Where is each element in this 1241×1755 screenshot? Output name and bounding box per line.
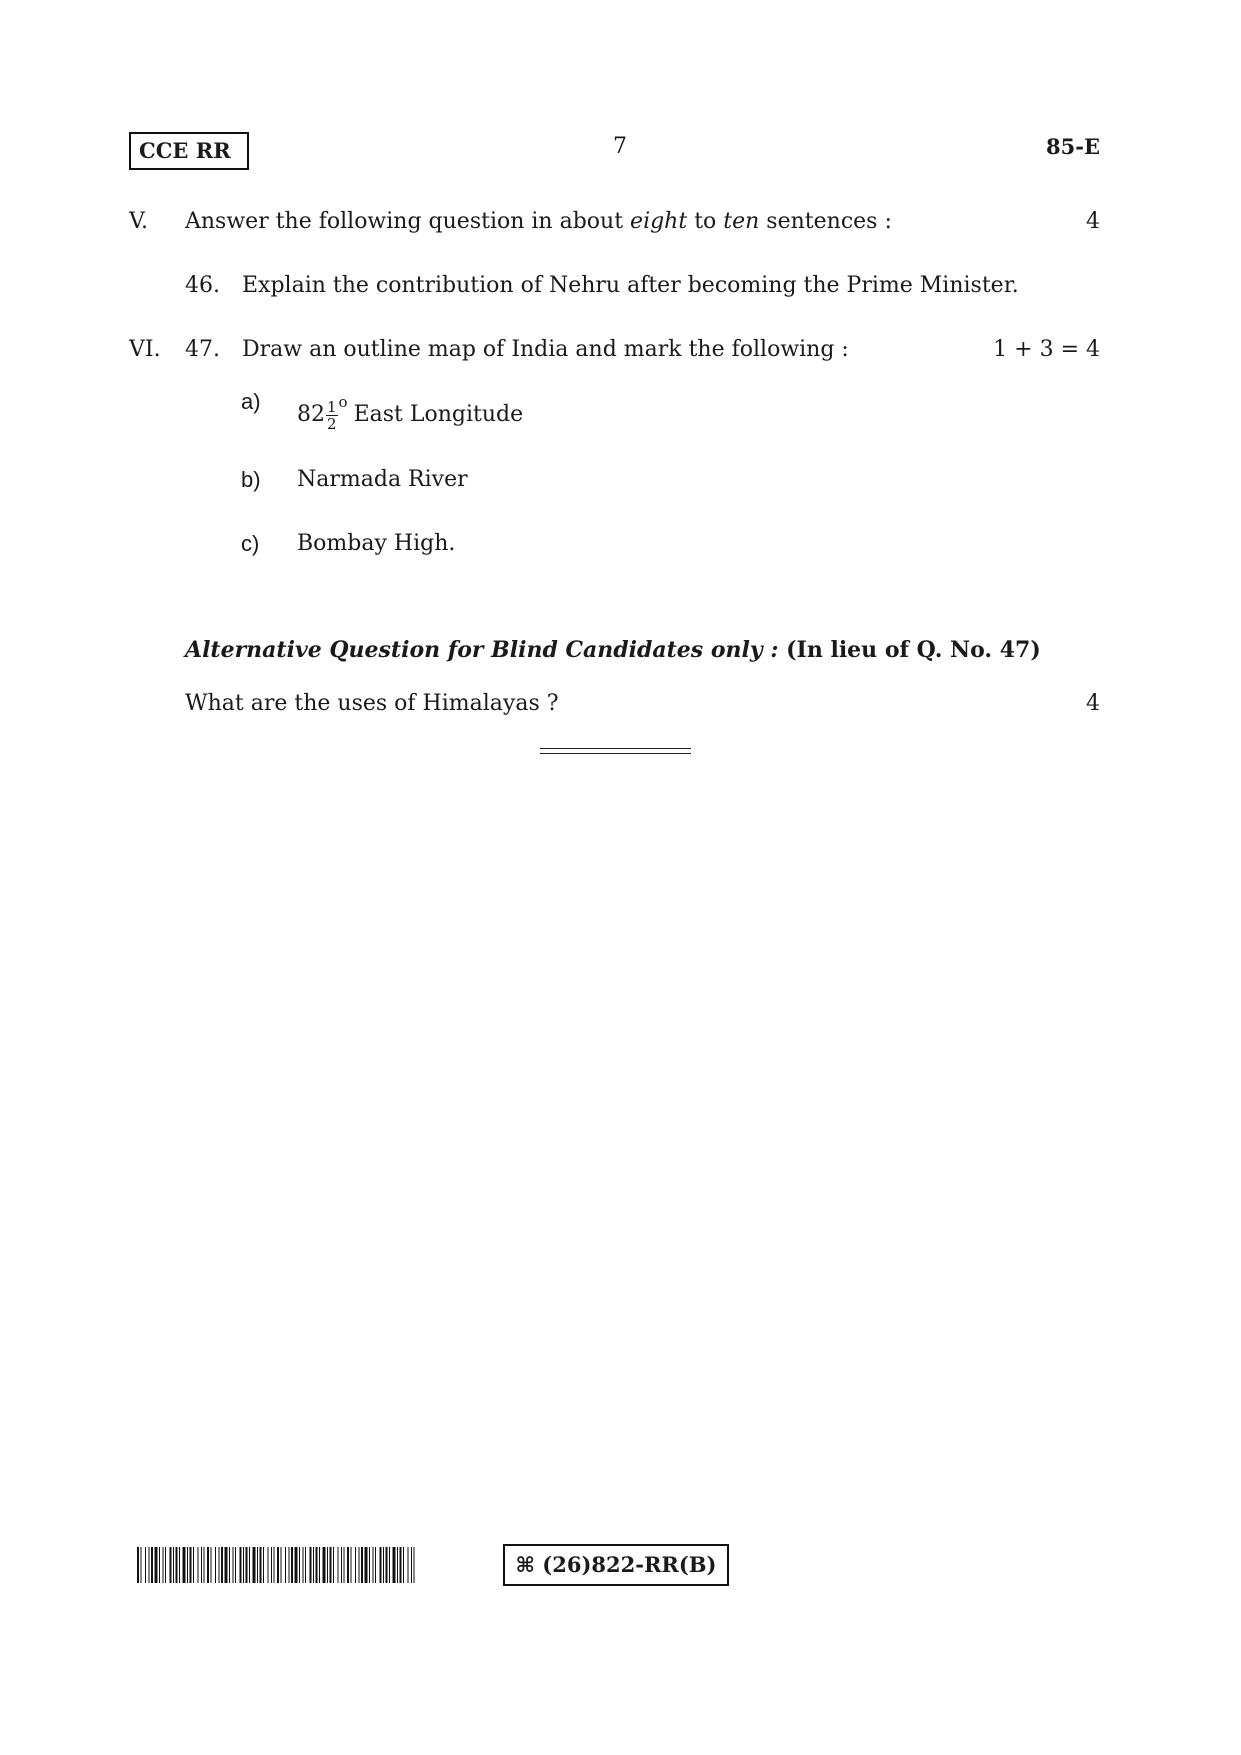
barcode-bar bbox=[291, 1547, 293, 1583]
barcode-bar bbox=[268, 1547, 269, 1583]
barcode-bar bbox=[281, 1547, 282, 1583]
instruction-ten: ten bbox=[723, 209, 760, 234]
question-46-text: Explain the contribution of Nehru after becoming the Prime Minister. bbox=[242, 273, 1019, 298]
question-47-number: 47. bbox=[185, 337, 220, 362]
barcode-bar bbox=[351, 1547, 352, 1583]
barcode-bar bbox=[235, 1547, 236, 1583]
barcode-bar bbox=[170, 1547, 172, 1583]
barcode-bar bbox=[274, 1547, 275, 1583]
barcode-bar bbox=[359, 1547, 360, 1583]
alternative-marks: 4 bbox=[1086, 691, 1100, 716]
section-vi-numeral: VI. bbox=[129, 337, 161, 362]
instruction-pre: Answer the following question in about bbox=[185, 209, 631, 234]
barcode-bar bbox=[373, 1547, 374, 1583]
item-a-description: East Longitude bbox=[353, 402, 524, 427]
series-code-box bbox=[129, 132, 249, 170]
barcode-bar bbox=[204, 1547, 205, 1583]
question-46-number: 46. bbox=[185, 273, 220, 298]
barcode-bar bbox=[338, 1547, 339, 1583]
barcode-bar bbox=[277, 1547, 279, 1583]
barcode-bar bbox=[411, 1547, 412, 1583]
barcode-bar bbox=[233, 1547, 234, 1583]
barcode-bar bbox=[347, 1547, 349, 1583]
barcode-bar bbox=[141, 1547, 142, 1583]
end-of-paper-rule bbox=[540, 748, 691, 754]
item-a-label: a) bbox=[241, 389, 261, 414]
section-vi-marks: 1 + 3 = 4 bbox=[993, 337, 1100, 362]
barcode-bar bbox=[414, 1547, 415, 1583]
barcode-bar bbox=[271, 1547, 272, 1583]
barcode-bar bbox=[163, 1547, 164, 1583]
barcode-bar bbox=[225, 1547, 228, 1583]
barcode-bar bbox=[165, 1547, 166, 1583]
barcode-bar bbox=[240, 1547, 242, 1583]
barcode-bar bbox=[187, 1547, 188, 1583]
barcode-bar bbox=[263, 1547, 264, 1583]
item-b-label: b) bbox=[241, 467, 261, 492]
question-47-text: Draw an outline map of India and mark the following : bbox=[242, 337, 849, 362]
section-v-marks: 4 bbox=[1086, 209, 1100, 234]
barcode-bar bbox=[260, 1547, 262, 1583]
item-c-text: Bombay High. bbox=[297, 531, 456, 556]
barcode-bar bbox=[319, 1547, 320, 1583]
barcode-bar bbox=[305, 1547, 306, 1583]
barcode-bar bbox=[219, 1547, 220, 1583]
barcode-bar bbox=[155, 1547, 158, 1583]
barcode-bar bbox=[327, 1547, 328, 1583]
instruction-mid: to bbox=[687, 209, 724, 234]
fraction-numerator: 1 bbox=[327, 397, 337, 416]
barcode-bar bbox=[361, 1547, 363, 1583]
barcode-bar bbox=[243, 1547, 244, 1583]
alternative-heading bbox=[185, 636, 1041, 664]
barcode-bar bbox=[176, 1547, 178, 1583]
barcode-bar bbox=[369, 1547, 370, 1583]
barcode-bar bbox=[211, 1547, 212, 1583]
degree-sign: o bbox=[338, 393, 348, 411]
barcode-bar bbox=[313, 1547, 314, 1583]
barcode-bar bbox=[303, 1547, 304, 1583]
barcode-image bbox=[137, 1547, 417, 1583]
barcode-bar bbox=[393, 1547, 396, 1583]
barcode-bar bbox=[190, 1547, 192, 1583]
instruction-eight: eight bbox=[630, 209, 688, 234]
item-c-label: c) bbox=[241, 531, 260, 556]
barcode-bar bbox=[193, 1547, 194, 1583]
barcode-bar bbox=[149, 1547, 150, 1583]
command-icon: ⌘ bbox=[515, 1552, 535, 1577]
barcode-bar bbox=[330, 1547, 332, 1583]
barcode-bar bbox=[295, 1547, 298, 1583]
barcode-bar bbox=[221, 1547, 223, 1583]
barcode-bar bbox=[403, 1547, 404, 1583]
barcode-bar bbox=[285, 1547, 286, 1583]
barcode-bar bbox=[249, 1547, 250, 1583]
barcode-bar bbox=[341, 1547, 342, 1583]
barcode-bar bbox=[215, 1547, 216, 1583]
barcode-bar bbox=[257, 1547, 258, 1583]
barcode-bar bbox=[333, 1547, 334, 1583]
barcode-bar bbox=[316, 1547, 318, 1583]
serial-code-box bbox=[503, 1544, 729, 1586]
alternative-question-text: What are the uses of Himalayas ? bbox=[185, 691, 559, 716]
barcode-bar bbox=[383, 1547, 384, 1583]
barcode-bar bbox=[386, 1547, 388, 1583]
series-code: CCE RR bbox=[139, 138, 231, 163]
barcode-bar bbox=[151, 1547, 153, 1583]
paper-code: 85-E bbox=[1046, 134, 1100, 159]
item-a-text bbox=[297, 380, 523, 437]
barcode-bar bbox=[375, 1547, 376, 1583]
page-number: 7 bbox=[613, 134, 627, 159]
alternative-heading-italic: Alternative Question for Blind Candidates only : bbox=[185, 637, 779, 663]
barcode-bar bbox=[380, 1547, 382, 1583]
instruction-post: sentences : bbox=[759, 209, 892, 234]
barcode-bar bbox=[323, 1547, 326, 1583]
section-v-numeral: V. bbox=[129, 209, 149, 234]
section-v-instruction bbox=[185, 208, 892, 236]
barcode-bar bbox=[355, 1547, 356, 1583]
barcode-bar bbox=[400, 1547, 402, 1583]
barcode-bar bbox=[207, 1547, 209, 1583]
barcode-bar bbox=[179, 1547, 180, 1583]
barcode-bar bbox=[229, 1547, 230, 1583]
half-fraction bbox=[326, 399, 338, 432]
item-b-text: Narmada River bbox=[297, 467, 468, 492]
barcode-bar bbox=[310, 1547, 312, 1583]
item-a-prefix: 82 bbox=[297, 402, 325, 427]
barcode-bar bbox=[173, 1547, 174, 1583]
barcode-bar bbox=[299, 1547, 300, 1583]
alternative-heading-tail: (In lieu of Q. No. 47) bbox=[778, 637, 1041, 663]
barcode-bar bbox=[389, 1547, 390, 1583]
barcode-bar bbox=[183, 1547, 186, 1583]
barcode-bar bbox=[408, 1547, 409, 1583]
barcode-bar bbox=[246, 1547, 248, 1583]
barcode-bar bbox=[365, 1547, 368, 1583]
serial-code: (26)822-RR(B) bbox=[542, 1552, 717, 1577]
barcode-bar bbox=[201, 1547, 202, 1583]
barcode-bar bbox=[253, 1547, 256, 1583]
barcode-bar bbox=[344, 1547, 345, 1583]
barcode-bar bbox=[397, 1547, 398, 1583]
barcode-bar bbox=[289, 1547, 290, 1583]
barcode-bar bbox=[137, 1547, 139, 1583]
barcode-bar bbox=[145, 1547, 146, 1583]
barcode-bar bbox=[198, 1547, 199, 1583]
fraction-denominator: 2 bbox=[327, 414, 337, 433]
barcode-bar bbox=[159, 1547, 160, 1583]
